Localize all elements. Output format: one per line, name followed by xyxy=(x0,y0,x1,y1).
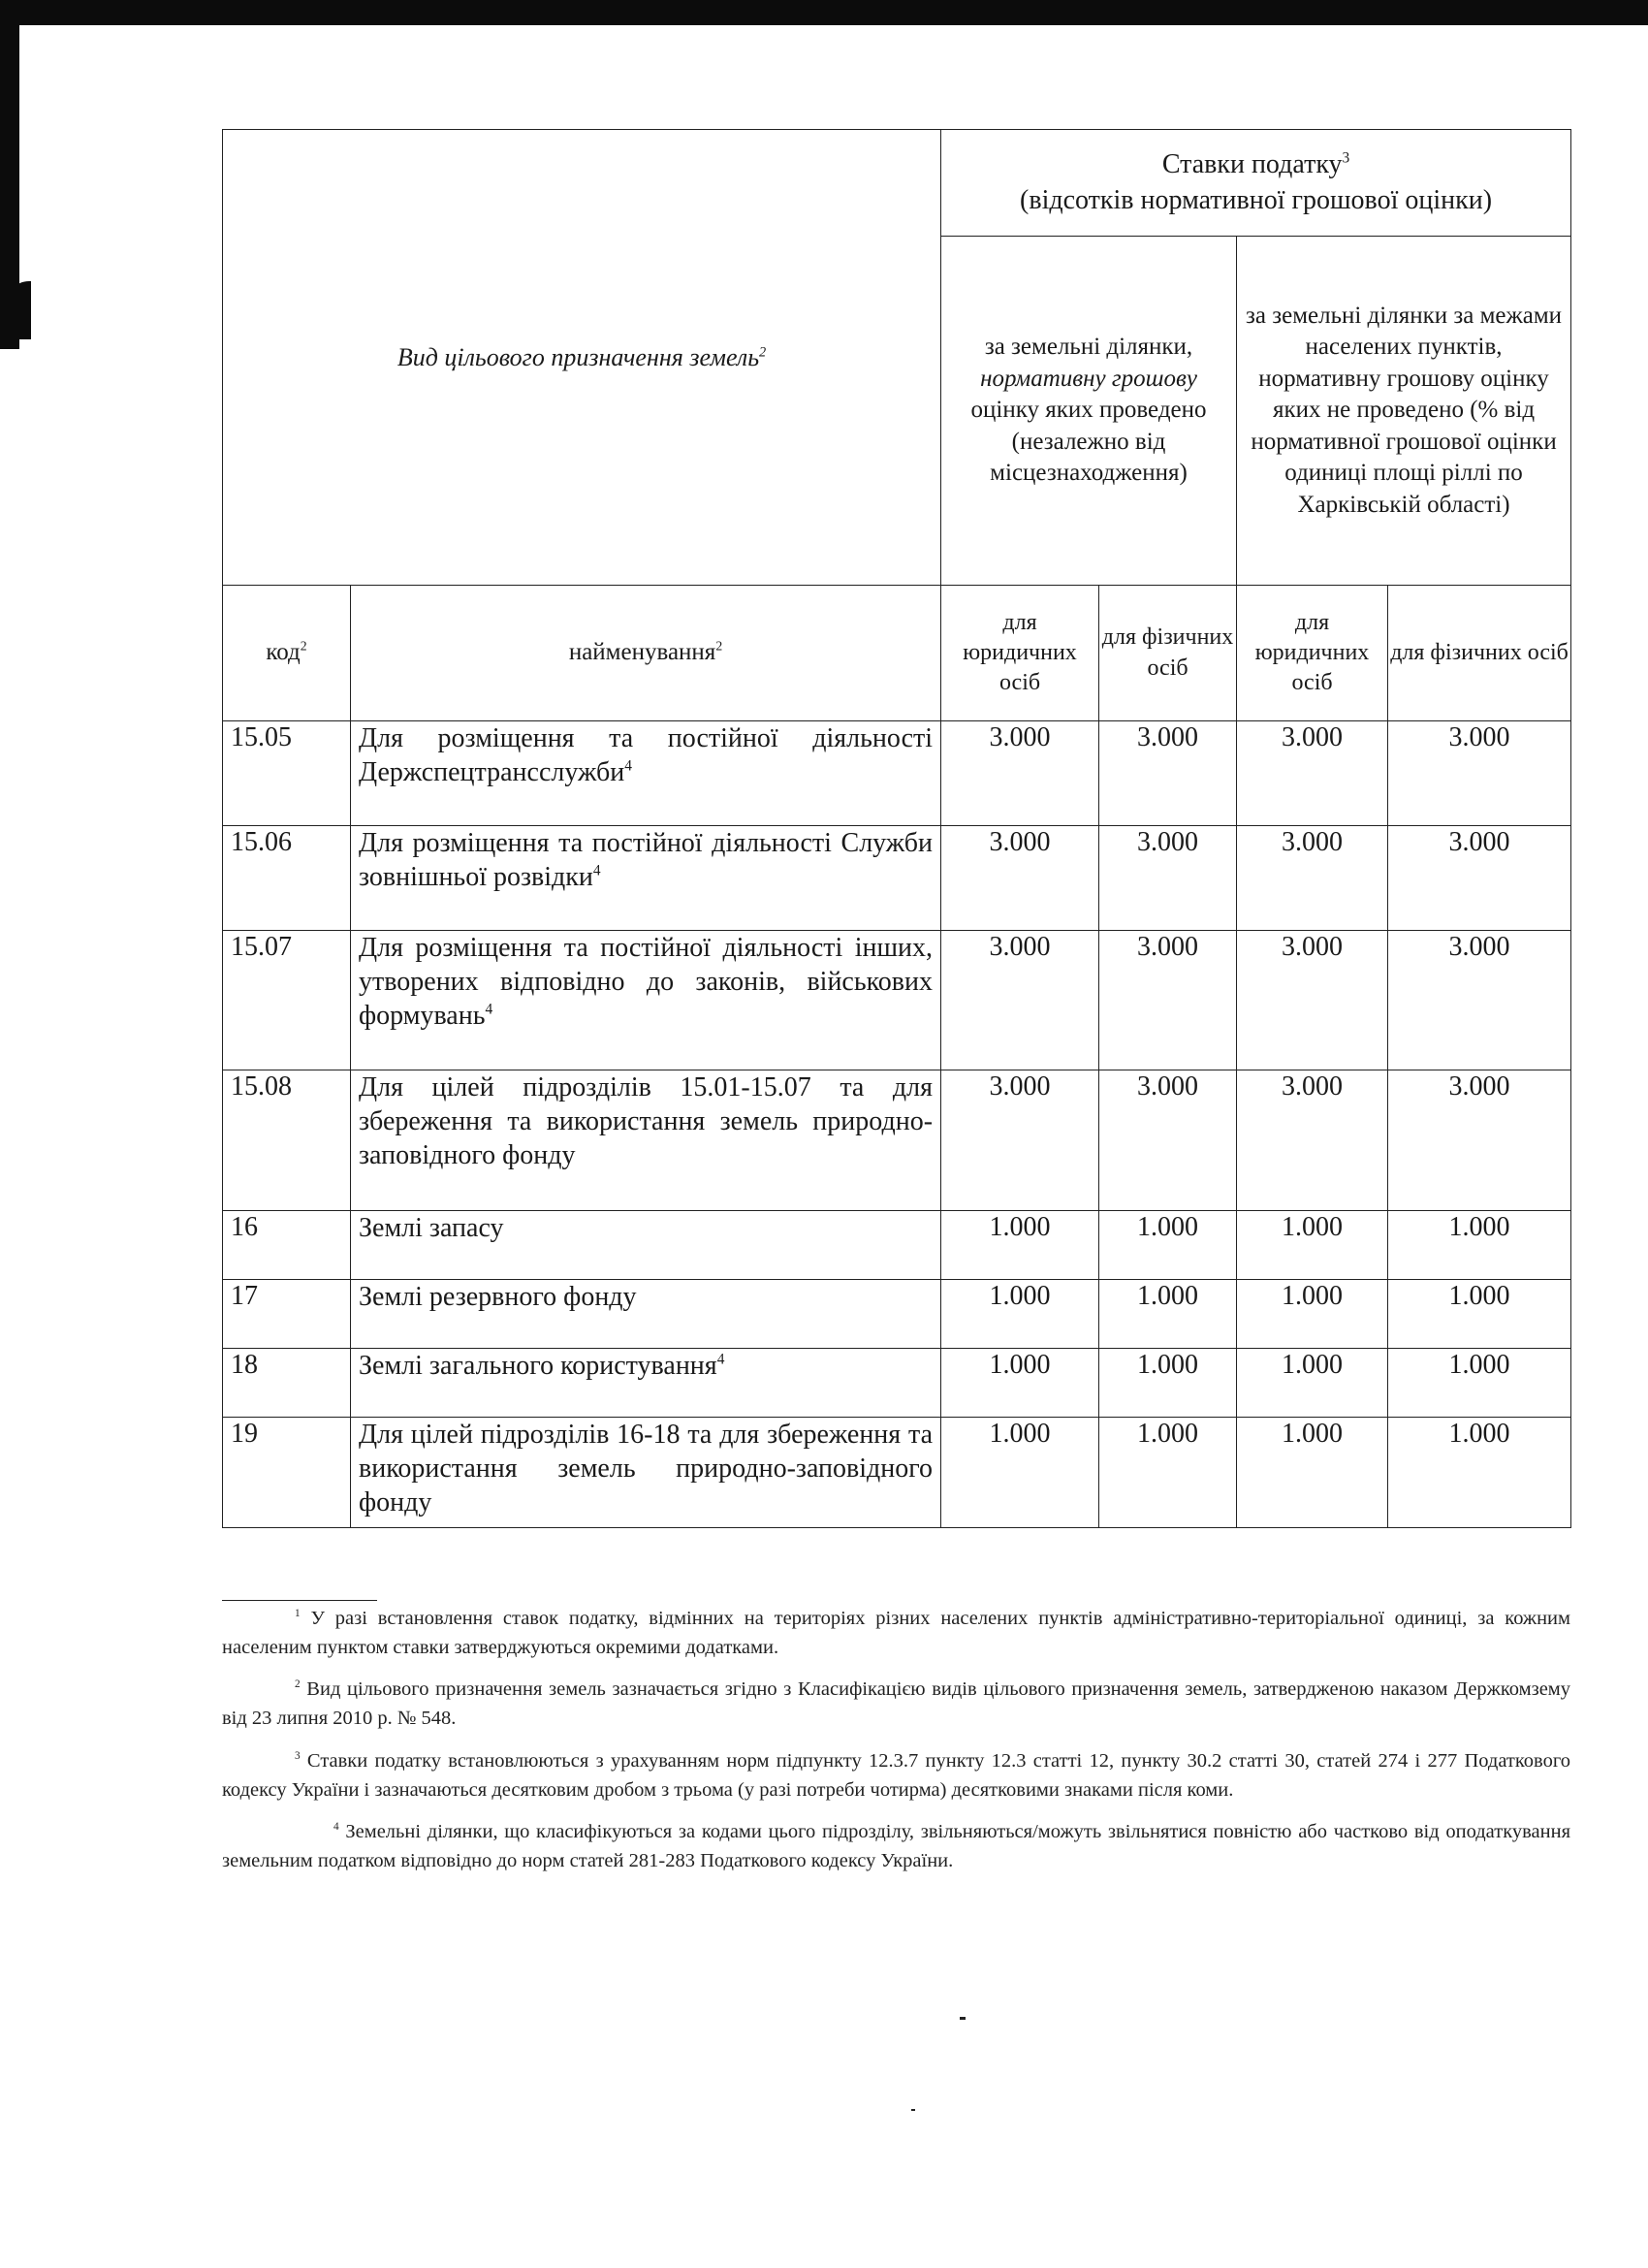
row-rate-individual-outside: 1.000 xyxy=(1388,1211,1571,1280)
row-rate-individual-outside: 3.000 xyxy=(1388,1070,1571,1211)
header-code: код$^2$ xyxy=(223,586,351,721)
footnote: $^2$ Вид цільового призначення земель зазначається згідно з Класифікацією видів цільового призначення земель, затвердженою наказом Держкомзему від 23 липня 2010 р. № 548. xyxy=(222,1678,1571,1730)
header-name: найменування$^2$ xyxy=(351,586,941,721)
row-rate-individual-outside: 1.000 xyxy=(1388,1280,1571,1349)
row-rate-legal: 1.000 xyxy=(941,1418,1099,1528)
table-row xyxy=(223,931,1571,1070)
header-not-assessed-plots: за земельні ділянки за межами населених пунктів, нормативну грошову оцінку яких не проведено (% від нормативної грошової оцінки одиниці площі ріллі по Харківській області) xyxy=(1237,237,1571,586)
row-rate-individual-outside: 3.000 xyxy=(1388,931,1571,1070)
table-row xyxy=(223,1070,1571,1211)
row-rate-individual: 3.000 xyxy=(1099,826,1237,931)
scan-speck xyxy=(911,2109,915,2111)
row-rate-legal-outside: 3.000 xyxy=(1237,1070,1388,1211)
row-name: Для розміщення та постійної діяльності Держспецтрансслужби$^4$ xyxy=(351,721,941,826)
row-code: 15.05 xyxy=(223,721,351,826)
row-name: Для цілей підрозділів 15.01-15.07 та для збереження та використання земель природно-заповідного фонду xyxy=(351,1070,941,1211)
row-rate-legal-outside: 1.000 xyxy=(1237,1280,1388,1349)
row-rate-individual-outside: 1.000 xyxy=(1388,1349,1571,1418)
row-rate-individual: 3.000 xyxy=(1099,931,1237,1070)
row-rate-individual: 1.000 xyxy=(1099,1418,1237,1528)
header-tax-rates: Ставки податку$^3$ (відсотків нормативної грошової оцінки) xyxy=(941,130,1571,237)
row-rate-individual: 3.000 xyxy=(1099,1070,1237,1211)
row-rate-legal: 3.000 xyxy=(941,931,1099,1070)
row-name: Для розміщення та постійної діяльності Служби зовнішньої розвідки$^4$ xyxy=(351,826,941,931)
table-row xyxy=(223,1211,1571,1280)
footnote: $^1$ У разі встановлення ставок податку, відмінних на територіях різних населених пунктів адміністративно-територіальної одиниці, за кожним населеним пунктом ставки затверджуються окремими додатками. xyxy=(222,1608,1571,1658)
row-code: 16 xyxy=(223,1211,351,1280)
row-code: 19 xyxy=(223,1418,351,1528)
footnote-separator xyxy=(222,1600,377,1601)
row-name: Для цілей підрозділів 16-18 та для збереження та використання земель природно-заповідного фонду xyxy=(351,1418,941,1528)
row-rate-legal-outside: 3.000 xyxy=(1237,931,1388,1070)
row-rate-individual-outside: 3.000 xyxy=(1388,721,1571,826)
header-kind-of-purpose: Вид цільового призначення земель$^2$ xyxy=(223,130,941,586)
row-rate-individual-outside: 1.000 xyxy=(1388,1418,1571,1528)
tax-rates-table xyxy=(222,129,1571,1528)
row-rate-individual: 1.000 xyxy=(1099,1280,1237,1349)
row-rate-legal: 1.000 xyxy=(941,1211,1099,1280)
row-rate-legal: 1.000 xyxy=(941,1280,1099,1349)
row-name: Землі резервного фонду xyxy=(351,1280,941,1349)
row-code: 17 xyxy=(223,1280,351,1349)
footnotes xyxy=(222,1600,1570,1890)
header-legal-entities: для юридичних осіб xyxy=(941,586,1099,721)
row-rate-legal-outside: 1.000 xyxy=(1237,1349,1388,1418)
footnote: $^4$ Земельні ділянки, що класифікуються за кодами цього підрозділу, звільняються/можуть звільнятися повністю або частково від оподаткування земельним податком відповідно до норм статей 281-283 Податкового кодексу України. xyxy=(222,1821,1570,1872)
footnote: $^3$ Ставки податку встановлюються з урахуванням норм підпункту 12.3.7 пункту 12.3 статті 12, пункту 30.2 статті 30, статей 274 і 277 Податкового кодексу України і зазначаються десятковим дробом з трьома (у разі потреби чотирма) десятковими знаками після коми. xyxy=(222,1749,1570,1801)
row-rate-individual-outside: 3.000 xyxy=(1388,826,1571,931)
table-row xyxy=(223,721,1571,826)
row-rate-legal: 3.000 xyxy=(941,1070,1099,1211)
table-row xyxy=(223,1349,1571,1418)
table-row xyxy=(223,826,1571,931)
row-rate-legal: 1.000 xyxy=(941,1349,1099,1418)
row-rate-individual: 1.000 xyxy=(1099,1349,1237,1418)
row-rate-legal-outside: 3.000 xyxy=(1237,721,1388,826)
row-rate-legal: 3.000 xyxy=(941,721,1099,826)
scan-border-hook xyxy=(6,281,31,339)
row-name: Землі запасу xyxy=(351,1211,941,1280)
header-assessed-plots: за земельні ділянки, нормативну грошову оцінку яких проведено (незалежно від місцезнаходження) xyxy=(941,237,1237,586)
row-code: 15.07 xyxy=(223,931,351,1070)
row-rate-individual: 1.000 xyxy=(1099,1211,1237,1280)
row-rate-legal-outside: 1.000 xyxy=(1237,1211,1388,1280)
table-row xyxy=(223,1418,1571,1528)
row-code: 15.08 xyxy=(223,1070,351,1211)
header-individuals-outside: для фізичних осіб xyxy=(1388,586,1571,721)
row-rate-legal-outside: 3.000 xyxy=(1237,826,1388,931)
row-rate-legal: 3.000 xyxy=(941,826,1099,931)
row-code: 18 xyxy=(223,1349,351,1418)
scan-speck xyxy=(960,2017,966,2020)
row-name: Землі загального користування$^4$ xyxy=(351,1349,941,1418)
header-individuals: для фізичних осіб xyxy=(1099,586,1237,721)
row-name: Для розміщення та постійної діяльності інших, утворених відповідно до законів, військових формувань$^4$ xyxy=(351,931,941,1070)
row-rate-legal-outside: 1.000 xyxy=(1237,1418,1388,1528)
header-legal-entities-outside: для юридичних осіб xyxy=(1237,586,1388,721)
row-rate-individual: 3.000 xyxy=(1099,721,1237,826)
table-row xyxy=(223,1280,1571,1349)
scan-border-top xyxy=(0,0,1648,25)
row-code: 15.06 xyxy=(223,826,351,931)
